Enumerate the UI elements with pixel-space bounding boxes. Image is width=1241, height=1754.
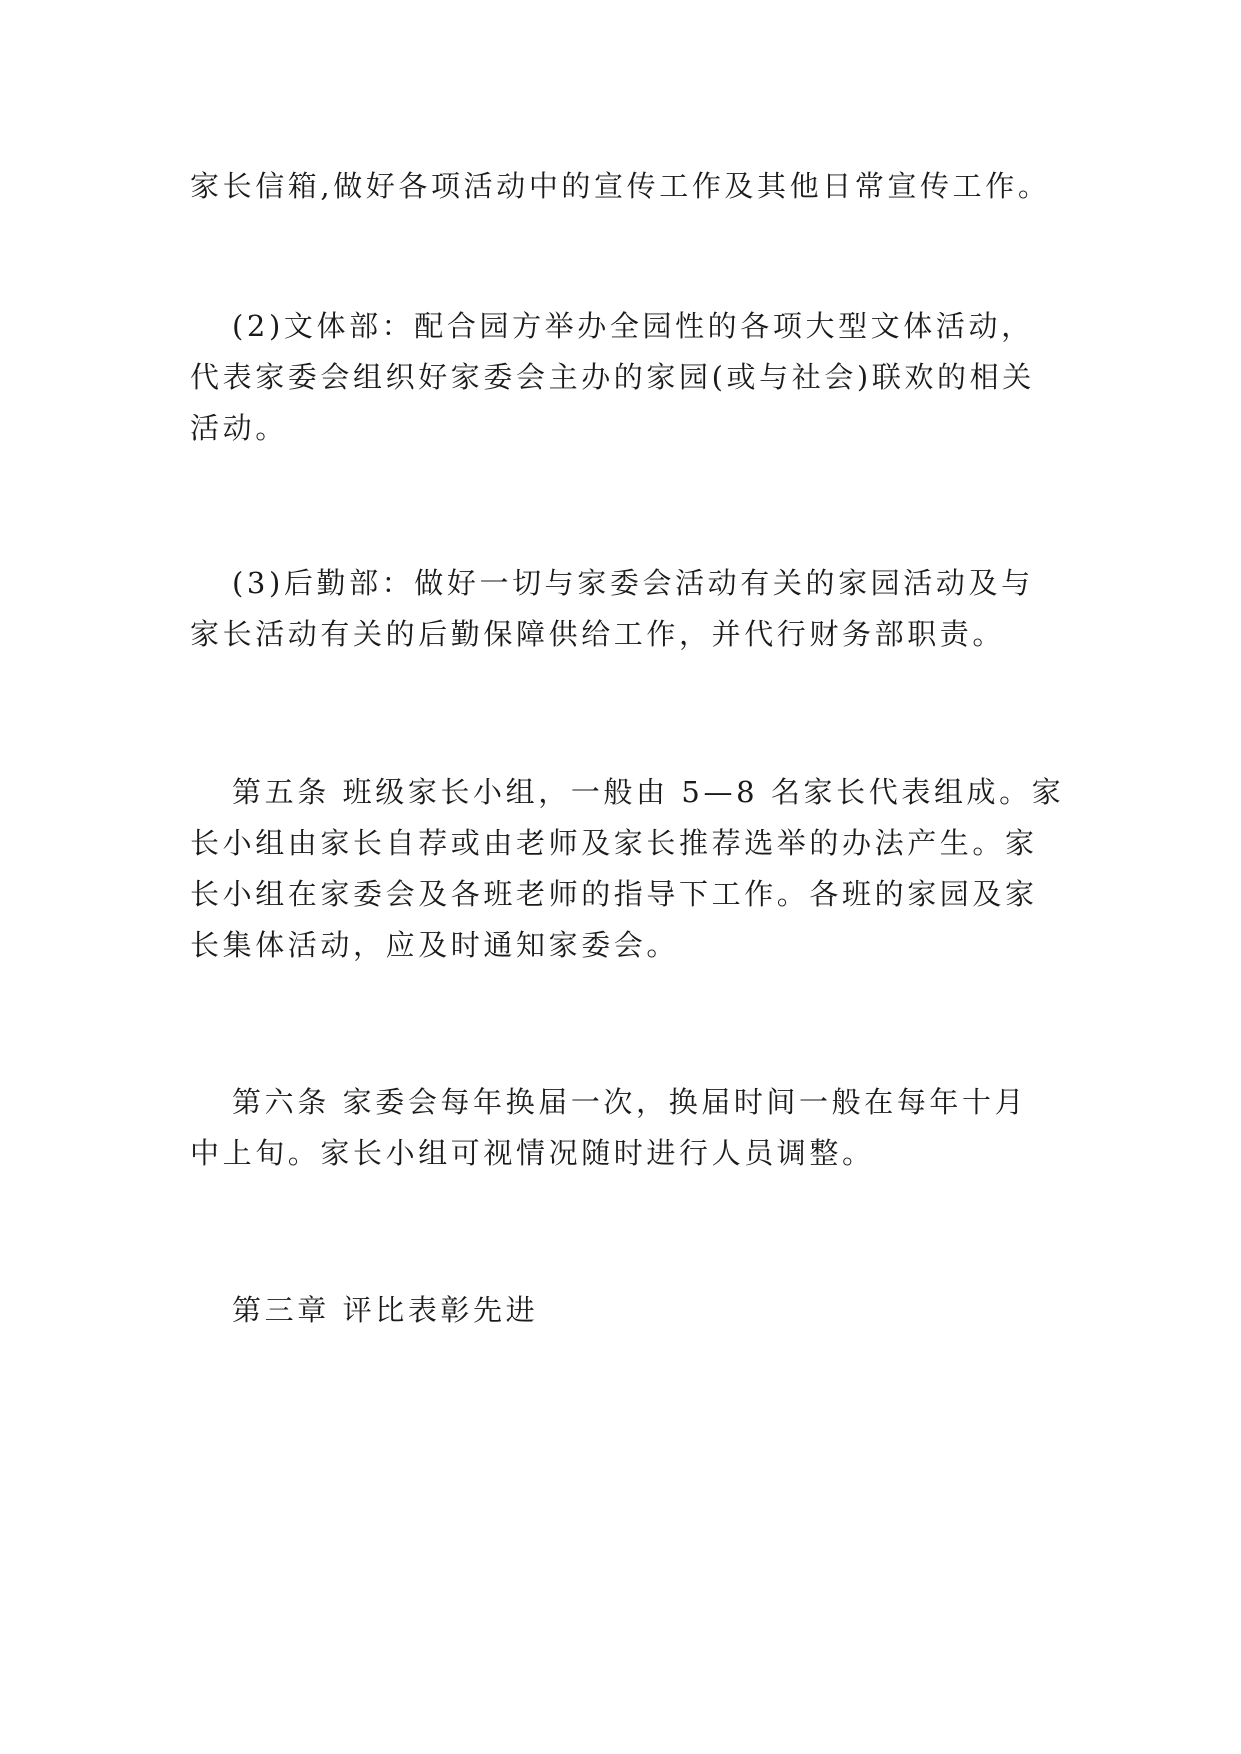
paragraph-4-line-2: 长小组由家长自荐或由老师及家长推荐选举的办法产生。家 [190, 826, 1038, 860]
paragraph-4-line-4: 长集体活动，应及时通知家委会。 [190, 928, 680, 962]
paragraph-1-line-1: 家长信箱,做好各项活动中的宣传工作及其他日常宣传工作。 [190, 169, 1051, 203]
paragraph-3-line-2: 家长活动有关的后勤保障供给工作，并代行财务部职责。 [190, 617, 1006, 651]
paragraph-4-line-3: 长小组在家委会及各班老师的指导下工作。各班的家园及家 [190, 877, 1038, 911]
paragraph-5-line-1: 第六条 家委会每年换届一次，换届时间一般在每年十月 [232, 1085, 1028, 1119]
paragraph-2-line-3: 活动。 [190, 411, 288, 445]
paragraph-5-line-2: 中上旬。家长小组可视情况随时进行人员调整。 [190, 1136, 875, 1170]
paragraph-2-line-2: 代表家委会组织好家委会主办的家园(或与社会)联欢的相关 [190, 360, 1035, 394]
paragraph-2-line-1: (2)文体部：配合园方举办全园性的各项大型文体活动， [232, 309, 1034, 343]
paragraph-4-line-1: 第五条 班级家长小组，一般由 5—8 名家长代表组成。家 [232, 775, 1065, 809]
paragraph-3-line-1: (3)后勤部：做好一切与家委会活动有关的家园活动及与 [232, 566, 1034, 600]
chapter-heading: 第三章 评比表彰先进 [232, 1293, 539, 1327]
